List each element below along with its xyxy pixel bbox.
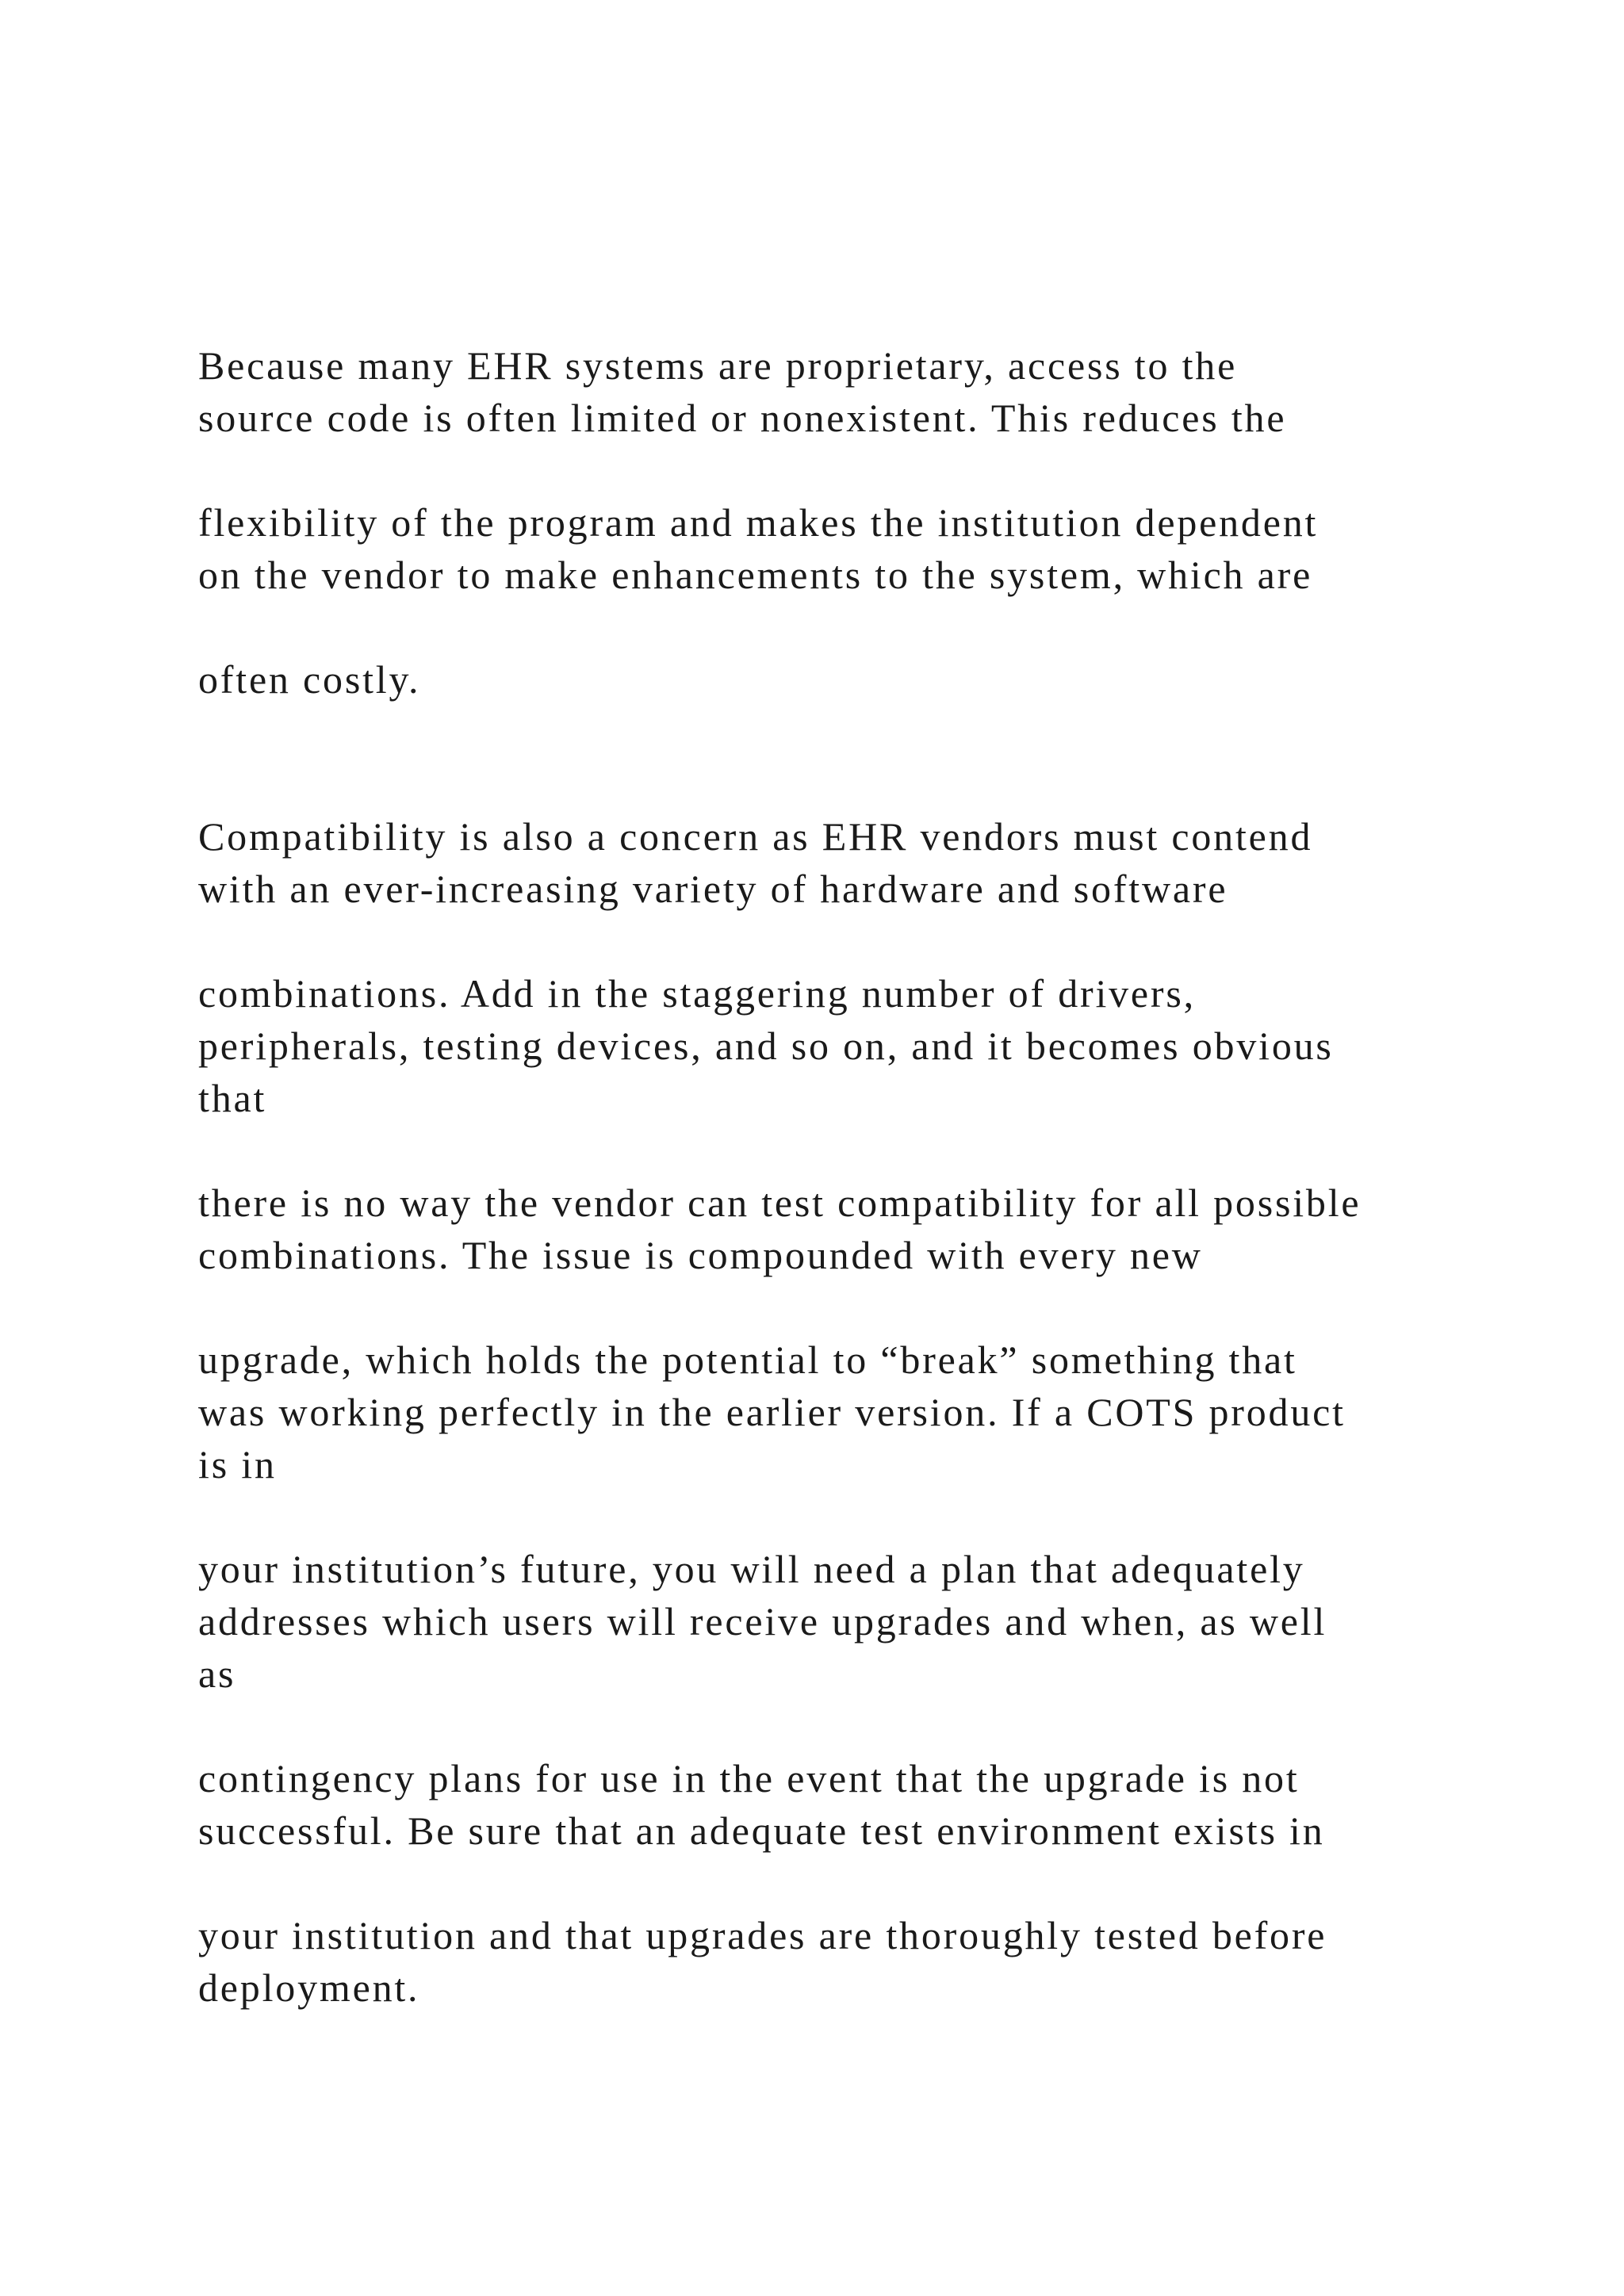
paragraph-gap <box>198 1700 1546 1752</box>
text-line: is in <box>198 1442 277 1487</box>
paragraph-gap <box>198 601 1546 653</box>
text-line: that <box>198 1076 267 1120</box>
document-body <box>198 339 1546 2014</box>
text-line: Compatibility is also a concern as EHR vendors must contend <box>198 814 1313 859</box>
text-line: upgrade, which holds the potential to “break” something that <box>198 1337 1297 1382</box>
text-line: combinations. Add in the staggering number of drivers, <box>198 971 1196 1016</box>
text-line: was working perfectly in the earlier version. If a COTS product <box>198 1390 1346 1434</box>
text-line: source code is often limited or nonexistent. This reduces the <box>198 396 1287 440</box>
text-line: as <box>198 1651 236 1696</box>
section-gap <box>198 706 1546 810</box>
paragraph-gap <box>198 444 1546 496</box>
text-line: Because many EHR systems are proprietary, access to the <box>198 343 1238 388</box>
text-line: addresses which users will receive upgrades and when, as well <box>198 1599 1327 1644</box>
paragraph-gap <box>198 1857 1546 1909</box>
text-line: often costly. <box>198 657 421 702</box>
text-line: contingency plans for use in the event that the upgrade is not <box>198 1756 1300 1800</box>
text-line: there is no way the vendor can test compatibility for all possible <box>198 1181 1362 1225</box>
text-line: combinations. The issue is compounded with every new <box>198 1233 1203 1277</box>
text-line: flexibility of the program and makes the institution dependent <box>198 500 1319 545</box>
paragraph-gap <box>198 915 1546 967</box>
text-line: your institution and that upgrades are thoroughly tested before <box>198 1913 1327 1957</box>
text-line: on the vendor to make enhancements to the system, which are <box>198 553 1313 597</box>
text-line: deployment. <box>198 1965 420 2010</box>
text-line: peripherals, testing devices, and so on, and it becomes obvious <box>198 1024 1334 1068</box>
text-line: with an ever-increasing variety of hardware and software <box>198 867 1228 911</box>
paragraph-gap <box>198 1281 1546 1334</box>
text-line: your institution’s future, you will need a plan that adequately <box>198 1547 1305 1591</box>
text-line: successful. Be sure that an adequate test environment exists in <box>198 1808 1325 1853</box>
paragraph-gap <box>198 1490 1546 1543</box>
paragraph-gap <box>198 1124 1546 1177</box>
